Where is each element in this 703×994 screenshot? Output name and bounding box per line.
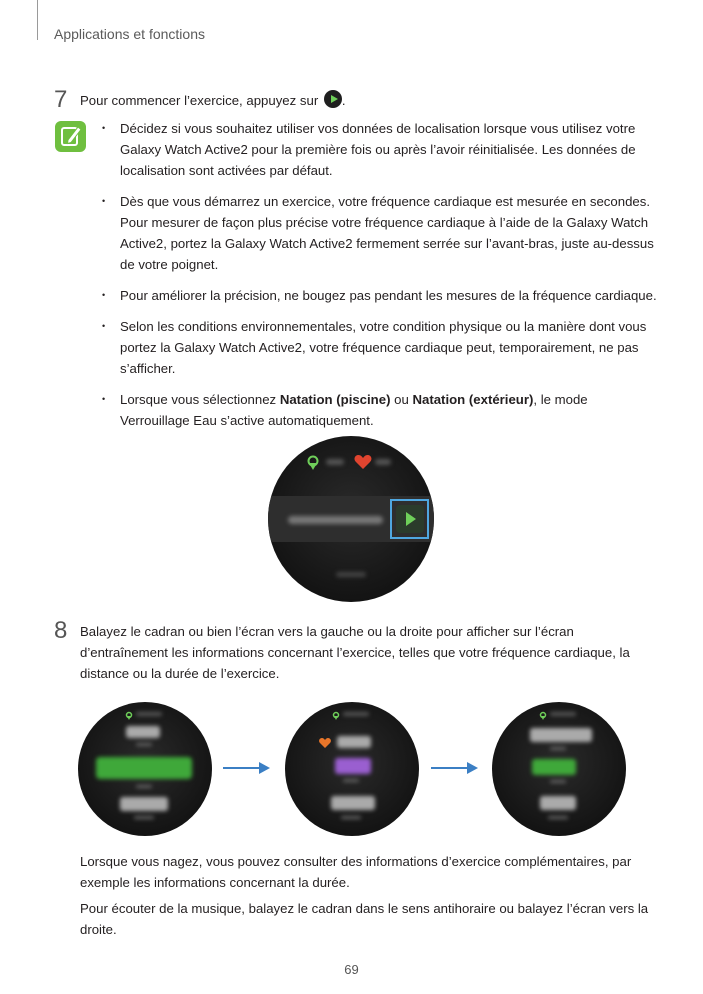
location-icon (309, 457, 318, 471)
step-7-period: . (341, 93, 346, 108)
watch-screen-2 (285, 702, 419, 836)
step-7-text: Pour commencer l’exercice, appuyez sur (80, 93, 319, 108)
swipe-arrow-1 (223, 761, 271, 775)
music-info-paragraph: Pour écouter de la musique, balayez le cadran dans le sens antihoraire ou balayez l’écran vers la droite. (80, 901, 649, 937)
natation-piscine-label: Natation (piscine) (279, 392, 391, 407)
natation-exterieur-label: Natation (extérieur) (412, 392, 534, 407)
note-item: • Décidez si vous souhaitez utiliser vos données de localisation lorsque vous utilisez votre Galaxy Watch Active2 pour la première fois ou après l’avoir réinitialisée. Les données de localisation sont activées par défaut. (100, 118, 660, 181)
note-item: • Pour améliorer la précision, ne bougez pas pendant les mesures de la fréquence cardiaque. (100, 285, 660, 306)
page-number: 69 (344, 962, 359, 977)
section-header: Applications et fonctions (54, 26, 205, 42)
watch-3-blurred-data (492, 702, 626, 836)
step-number-8: 8 (54, 617, 68, 644)
note-item-swimming: • Lorsque vous sélectionnez Natation (piscine) ou Natation (extérieur), le mode Verrouillage Eau s’active automatiquement. (100, 389, 660, 431)
step-7-instruction (80, 90, 346, 111)
note-pencil-icon (55, 121, 86, 152)
watch-2-blurred-data (285, 702, 419, 836)
watch-screen-1 (78, 702, 212, 836)
heart-icon (355, 455, 372, 469)
watch-screen-3 (492, 702, 626, 836)
header-rule (37, 0, 38, 40)
step-number-7: 7 (54, 86, 68, 113)
play-button-highlight (390, 499, 429, 539)
watch-1-blurred-data (78, 702, 212, 836)
step-8-instruction: Balayez le cadran ou bien l’écran vers la gauche ou la droite pour afficher sur l’écran d’entraînement les informations concernant l’exercice, telles que votre fréquence cardiaque, la distance ou la durée de l’exercice. (80, 624, 630, 681)
note-item: • Selon les conditions environnementales, votre condition physique ou la manière dont vous portez la Galaxy Watch Active2, votre fréquence cardiaque peut, temporairement, ne pas s’afficher. (100, 316, 660, 379)
notes-list (100, 118, 660, 441)
swipe-arrow-2 (431, 761, 479, 775)
swimming-info-paragraph: Lorsque vous nagez, vous pouvez consulter des informations d’exercice complémentaires, par exemple les informations concernant la durée. (80, 854, 632, 890)
play-icon (324, 90, 342, 108)
note-item: • Dès que vous démarrez un exercice, votre fréquence cardiaque est mesurée en secondes. Pour mesurer de façon plus précise votre fréquence cardiaque à l’aide de la Galaxy Watch Active2, portez la Galaxy Watch Active2 fermement serrée sur l’avant-bras, juste au-dessus de votre poignet. (100, 191, 660, 275)
